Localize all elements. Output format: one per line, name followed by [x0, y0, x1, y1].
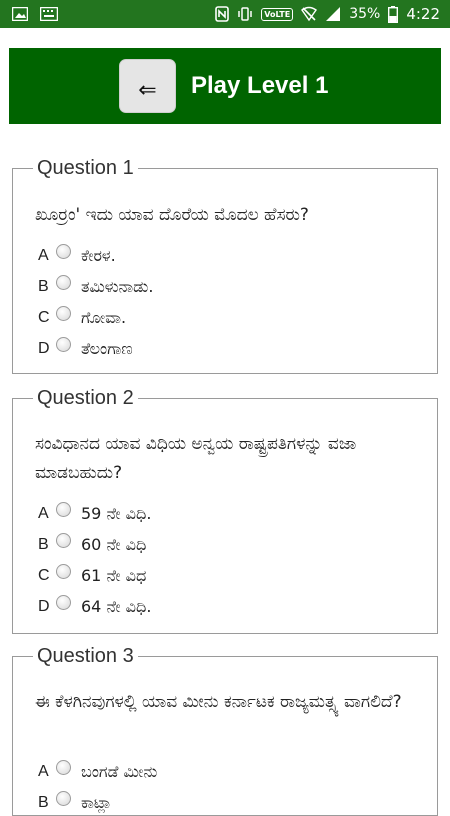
radio-button[interactable] — [56, 337, 71, 352]
option-letter: A — [38, 505, 49, 522]
option-text: ಕಾಟ್ಲಾ — [81, 793, 112, 812]
radio-button[interactable] — [56, 275, 71, 290]
option-letter: B — [38, 278, 49, 295]
option-a[interactable] — [38, 244, 116, 268]
question-card-1 — [12, 157, 438, 374]
question-legend: Question 1 — [33, 155, 138, 181]
question-legend: Question 2 — [33, 385, 138, 411]
option-letter: C — [38, 567, 50, 584]
question-text: ಖೂರ್ರಂ' ಇದು ಯಾವ ದೊರೆಯ ಮೊದಲ ಹೆಸರು? — [35, 205, 309, 225]
radio-button[interactable] — [56, 791, 71, 806]
radio-button[interactable] — [56, 595, 71, 610]
option-text: 61 ನೇ ವಿಧ — [81, 566, 147, 585]
vibrate-icon — [237, 6, 253, 22]
radio-button[interactable] — [56, 244, 71, 259]
option-c[interactable] — [38, 306, 126, 330]
option-letter: B — [38, 794, 49, 811]
option-letter: A — [38, 247, 49, 264]
image-notification-icon — [12, 7, 28, 21]
option-letter: A — [38, 763, 49, 780]
question-text: ಸಂವಿಧಾನದ ಯಾವ ವಿಧಿಯ ಅನ್ವಯ ರಾಷ್ಟ್ರಪತಿಗಳನ್ನು ವಜಾ ಮಾಡಬಹುದು? — [35, 434, 357, 483]
option-b[interactable] — [38, 533, 146, 557]
keyboard-notification-icon — [40, 7, 58, 21]
option-a[interactable] — [38, 502, 151, 526]
option-c[interactable] — [38, 564, 146, 588]
status-bar — [0, 0, 450, 28]
back-button[interactable]: ⇐ — [119, 59, 176, 113]
option-text: ಬಂಗಡೆ ಮೀನು — [81, 762, 158, 781]
option-text: 59 ನೇ ವಿಧಿ. — [81, 504, 152, 523]
radio-button[interactable] — [56, 564, 71, 579]
signal-icon — [325, 6, 341, 22]
question-card-3 — [12, 645, 438, 816]
app-header — [9, 48, 441, 124]
wifi-off-icon — [301, 6, 317, 22]
question-legend: Question 3 — [33, 643, 138, 669]
option-text: ತಮಿಳುನಾಡು. — [81, 277, 154, 296]
radio-button[interactable] — [56, 760, 71, 775]
radio-button[interactable] — [56, 502, 71, 517]
radio-button[interactable] — [56, 533, 71, 548]
option-letter: C — [38, 309, 50, 326]
nfc-icon — [215, 6, 229, 22]
battery-icon — [388, 6, 398, 23]
option-b[interactable] — [38, 791, 112, 815]
option-text: ತೆಲಂಗಾಣ — [81, 339, 133, 358]
option-d[interactable] — [38, 337, 133, 361]
radio-button[interactable] — [56, 306, 71, 321]
option-a[interactable] — [38, 760, 157, 784]
question-text: ಈ ಕೆಳಗಿನವುಗಳಲ್ಲಿ ಯಾವ ಮೀನು ಕರ್ನಾಟಕ ರಾಜ್ಯಮತ್ಸ್ಯ ವಾಗಲಿದೆ? — [35, 692, 402, 712]
option-b[interactable] — [38, 275, 153, 299]
clock: 4:22 — [406, 5, 440, 23]
option-text: 64 ನೇ ವಿಧಿ. — [81, 597, 152, 616]
volte-badge: VoLTE — [261, 8, 293, 21]
battery-percent: 35% — [349, 6, 381, 22]
option-letter: D — [38, 598, 50, 615]
option-letter: D — [38, 340, 50, 357]
option-text: 60 ನೇ ವಿಧಿ — [81, 535, 147, 554]
option-d[interactable] — [38, 595, 151, 619]
option-text: ಗೋವಾ. — [81, 308, 127, 327]
question-card-2 — [12, 387, 438, 634]
option-text: ಕೇರಳ. — [81, 246, 116, 265]
page-title: Play Level 1 — [191, 72, 329, 99]
option-letter: B — [38, 536, 49, 553]
